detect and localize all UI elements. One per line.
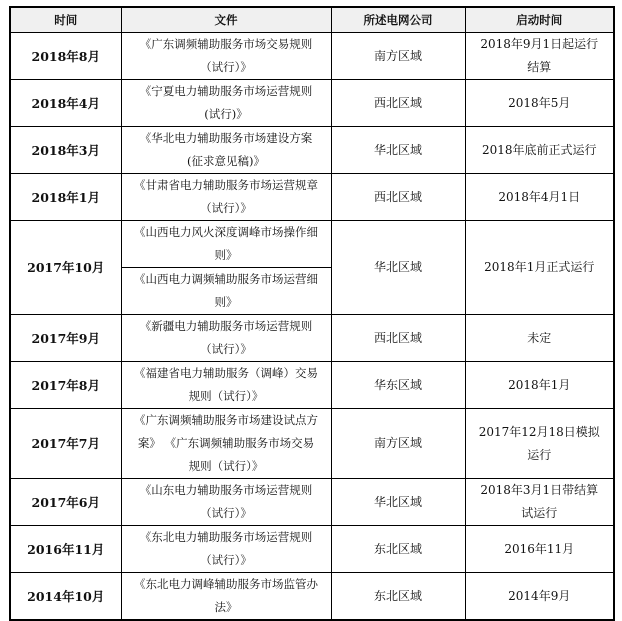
company-cell: 西北区域 <box>331 174 465 221</box>
table-row <box>10 362 614 409</box>
policy-table <box>9 6 615 621</box>
time-cell: 2017年7月 <box>10 409 121 479</box>
header-start-time: 启动时间 <box>465 7 614 33</box>
company-cell: 华东区域 <box>331 362 465 409</box>
start-time-cell: 2018年1月 <box>465 362 614 409</box>
time-cell: 2018年1月 <box>10 174 121 221</box>
time-cell: 2016年11月 <box>10 526 121 573</box>
header-time: 时间 <box>10 7 121 33</box>
table-row <box>10 479 614 526</box>
table-row <box>10 80 614 127</box>
time-cell: 2018年8月 <box>10 33 121 80</box>
company-cell: 东北区域 <box>331 573 465 621</box>
file-cell: 《福建省电力辅助服务（调峰）交易规则（试行）》 <box>121 362 331 409</box>
header-company: 所述电网公司 <box>331 7 465 33</box>
header-row <box>10 7 614 33</box>
company-cell: 华北区域 <box>331 479 465 526</box>
table-row <box>10 573 614 621</box>
table-row <box>10 409 614 479</box>
company-cell: 西北区域 <box>331 315 465 362</box>
file-cell: 《山东电力辅助服务市场运营规则（试行）》 <box>121 479 331 526</box>
start-time-cell: 未定 <box>465 315 614 362</box>
start-time-cell: 2014年9月 <box>465 573 614 621</box>
company-cell: 华北区域 <box>331 127 465 174</box>
file-cell: 《华北电力辅助服务市场建设方案(征求意见稿)》 <box>121 127 331 174</box>
start-time-cell: 2016年11月 <box>465 526 614 573</box>
time-cell: 2018年4月 <box>10 80 121 127</box>
start-time-cell: 2018年底前正式运行 <box>465 127 614 174</box>
file-cell: 《广东调频辅助服务市场交易规则（试行）》 <box>121 33 331 80</box>
start-time-cell: 2018年1月正式运行 <box>465 221 614 315</box>
header-file: 文件 <box>121 7 331 33</box>
file-cell: 《山西电力风火深度调峰市场操作细则》 <box>121 221 331 268</box>
start-time-cell: 2018年5月 <box>465 80 614 127</box>
time-cell: 2017年10月 <box>10 221 121 315</box>
table-row <box>10 221 614 268</box>
company-cell: 南方区域 <box>331 33 465 80</box>
time-cell: 2017年9月 <box>10 315 121 362</box>
company-cell: 南方区域 <box>331 409 465 479</box>
table-row <box>10 33 614 80</box>
file-cell: 《宁夏电力辅助服务市场运营规则(试行)》 <box>121 80 331 127</box>
start-time-cell: 2018年4月1日 <box>465 174 614 221</box>
company-cell: 东北区域 <box>331 526 465 573</box>
file-cell: 《新疆电力辅助服务市场运营规则（试行）》 <box>121 315 331 362</box>
file-cell: 《东北电力辅助服务市场运营规则（试行）》 <box>121 526 331 573</box>
file-cell: 《广东调频辅助服务市场建设试点方案》 《广东调频辅助服务市场交易规则（试行）》 <box>121 409 331 479</box>
table-row <box>10 315 614 362</box>
start-time-cell: 2017年12月18日模拟运行 <box>465 409 614 479</box>
time-cell: 2018年3月 <box>10 127 121 174</box>
file-cell: 《甘肃省电力辅助服务市场运营规章（试行）》 <box>121 174 331 221</box>
time-cell: 2014年10月 <box>10 573 121 621</box>
file-cell: 《东北电力调峰辅助服务市场监管办法》 <box>121 573 331 621</box>
table-row <box>10 526 614 573</box>
table-row <box>10 174 614 221</box>
time-cell: 2017年8月 <box>10 362 121 409</box>
table-row <box>10 127 614 174</box>
company-cell: 西北区域 <box>331 80 465 127</box>
start-time-cell: 2018年3月1日带结算试运行 <box>465 479 614 526</box>
start-time-cell: 2018年9月1日起运行结算 <box>465 33 614 80</box>
file-cell: 《山西电力调频辅助服务市场运营细则》 <box>121 268 331 315</box>
company-cell: 华北区域 <box>331 221 465 315</box>
time-cell: 2017年6月 <box>10 479 121 526</box>
